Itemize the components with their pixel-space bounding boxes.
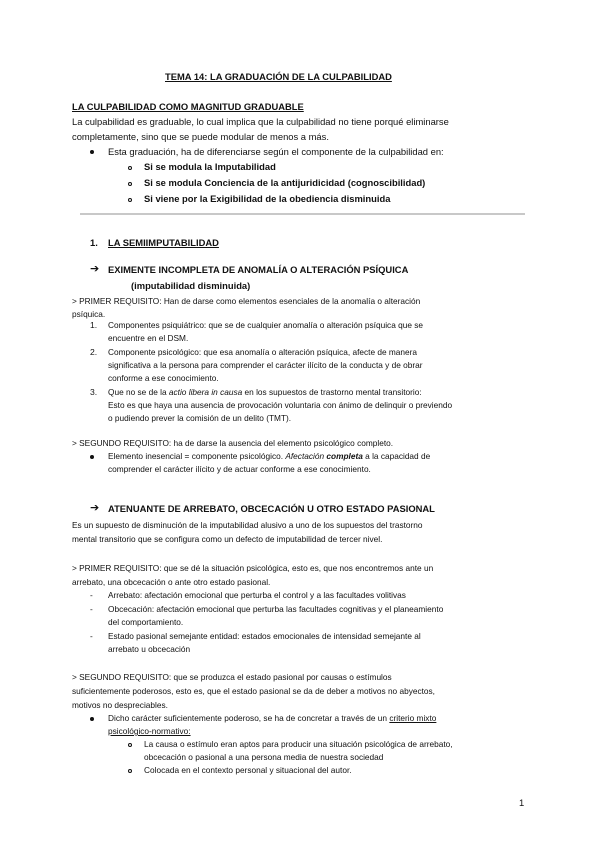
page-title: TEMA 14: LA GRADUACIÓN DE LA CULPABILIDAD [165, 71, 392, 82]
requirement-text: arrebato, una obcecación o ante otro estado pasional. [72, 577, 271, 587]
italic-term: actio libera in causa [168, 387, 243, 397]
dash-item-text: arrebato u obcecación [108, 644, 191, 654]
page-number: 1 [519, 797, 525, 808]
dash-item-text: Estado pasional semejante entidad: estados emocionales de intensidad semejante al [108, 631, 421, 641]
text-run: en los supuestos de trastorno mental transitorio: [242, 387, 422, 397]
list-number: 2. [90, 347, 98, 357]
sub-bullet-text: Si viene por la Exigibilidad de la obediencia disminuida [144, 193, 391, 204]
sub-bullet-text: Colocada en el contexto personal y situacional del autor. [144, 765, 352, 775]
text-run: Elemento inesencial = componente psicológico. [108, 451, 286, 461]
section-heading: LA SEMIIMPUTABILIDAD [108, 237, 219, 248]
requirement-text: > SEGUNDO REQUISITO: ha de darse la ausencia del elemento psicológico completo. [72, 438, 394, 448]
paragraph-line: Es un supuesto de disminución de la imputabilidad alusivo a uno de los supuestos del trastorno [72, 520, 423, 530]
paragraph-line: La culpabilidad es graduable, lo cual implica que la culpabilidad no tiene porqué eliminarse [72, 116, 449, 127]
arrow-icon: ➔ [90, 502, 100, 514]
subsection-subheading: (imputabilidad disminuida) [131, 280, 251, 291]
requirement-text: > PRIMER REQUISITO: que se dé la situación psicológica, esto es, que nos encontremos ante un [72, 563, 434, 573]
dash-bullet: - [90, 631, 93, 641]
list-item-text: Componentes psiquiátrico: que se de cualquier anomalía o alteración psíquica que se [108, 320, 424, 330]
sub-bullet-text: Si se modula Conciencia de la antijuridicidad (cognoscibilidad) [144, 177, 426, 188]
list-item-text: Componente psicológico: que esa anomalía o alteración psíquica, afecte de manera [108, 347, 418, 357]
section-number: 1. [90, 237, 98, 248]
list-item-text: Esto es que haya una ausencia de provocación voluntaria con ánimo de delinquir o previendo [108, 400, 453, 410]
circle-bullet-icon [128, 769, 132, 773]
paragraph-line: mental transitorio que se configura como un defecto de imputabilidad de tercer nivel. [72, 534, 383, 544]
list-item-text: o pudiendo prever la comisión de un delito (TMT). [108, 413, 292, 423]
bullet-text [108, 449, 430, 463]
circle-bullet-icon [128, 198, 132, 202]
dash-bullet: - [90, 590, 93, 600]
circle-bullet-icon [128, 182, 132, 186]
list-item-text: conforme a ese conocimiento. [108, 373, 219, 383]
requirement-text: > PRIMER REQUISITO: Han de darse como elementos esenciales de la anomalía o alteración [72, 296, 421, 306]
text-run: Dicho carácter suficientemente poderoso, se ha de concretar a través de un [108, 713, 390, 723]
text-run: a la capacidad de [362, 451, 431, 461]
circle-bullet-icon [128, 166, 132, 170]
list-item-text: significativa a la persona para comprender el carácter ilícito de la conducta y de obrar [108, 360, 423, 370]
list-item-text: encuentre en el DSM. [108, 333, 189, 343]
bullet-text [108, 711, 436, 725]
circle-bullet-icon [128, 743, 132, 747]
dash-bullet: - [90, 604, 93, 614]
sub-bullet-text: obcecación o pasional a una persona media de nuestra sociedad [144, 752, 384, 762]
dash-item-text: Arrebato: afectación emocional que perturba el control y a las facultades volitivas [108, 590, 406, 600]
section-heading: LA CULPABILIDAD COMO MAGNITUD GRADUABLE [72, 101, 304, 112]
dash-item-text: Obcecación: afectación emocional que perturba las facultades cognitivas y el planeamiento [108, 604, 444, 614]
sub-bullet-text: La causa o estímulo eran aptos para producir una situación psicológica de arrebato, [144, 739, 453, 749]
bullet-icon [90, 150, 94, 154]
dash-item-text: del comportamiento. [108, 617, 184, 627]
sub-bullet-text: Si se modula la Imputabilidad [144, 161, 276, 172]
requirement-text: > SEGUNDO REQUISITO: que se produzca el estado pasional por causas o estímulos [72, 672, 392, 682]
underlined-term: criterio mixto [389, 713, 437, 723]
list-item-text [108, 385, 422, 399]
italic-term: Afectación [285, 451, 327, 461]
subsection-heading: EXIMENTE INCOMPLETA DE ANOMALÍA O ALTERACIÓN PSÍQUICA [108, 264, 409, 275]
emphasis-term: completa [326, 451, 363, 461]
requirement-text: psíquica. [72, 309, 106, 319]
bullet-text: comprender el carácter ilícito y de actuar conforme a ese conocimiento. [108, 464, 371, 474]
arrow-icon: ➔ [90, 263, 100, 275]
bullet-text: Esta graduación, ha de diferenciarse según el componente de la culpabilidad en: [108, 146, 444, 157]
requirement-text: motivos no despreciables. [72, 700, 168, 710]
list-number: 1. [90, 320, 98, 330]
bullet-text: psicológico-normativo: [108, 726, 191, 736]
subsection-heading: ATENUANTE DE ARREBATO, OBCECACIÓN U OTRO ESTADO PASIONAL [108, 503, 435, 514]
requirement-text: suficientemente poderosos, esto es, que el estado pasional se da de deber a motivos no abyectos, [72, 686, 435, 696]
bullet-icon [90, 717, 94, 721]
bullet-icon [90, 455, 94, 459]
paragraph-line: completamente, sino que se puede modular de menos a más. [72, 131, 329, 142]
list-number: 3. [90, 387, 98, 397]
text-run: Que no se de la [108, 387, 169, 397]
horizontal-divider [80, 213, 525, 215]
